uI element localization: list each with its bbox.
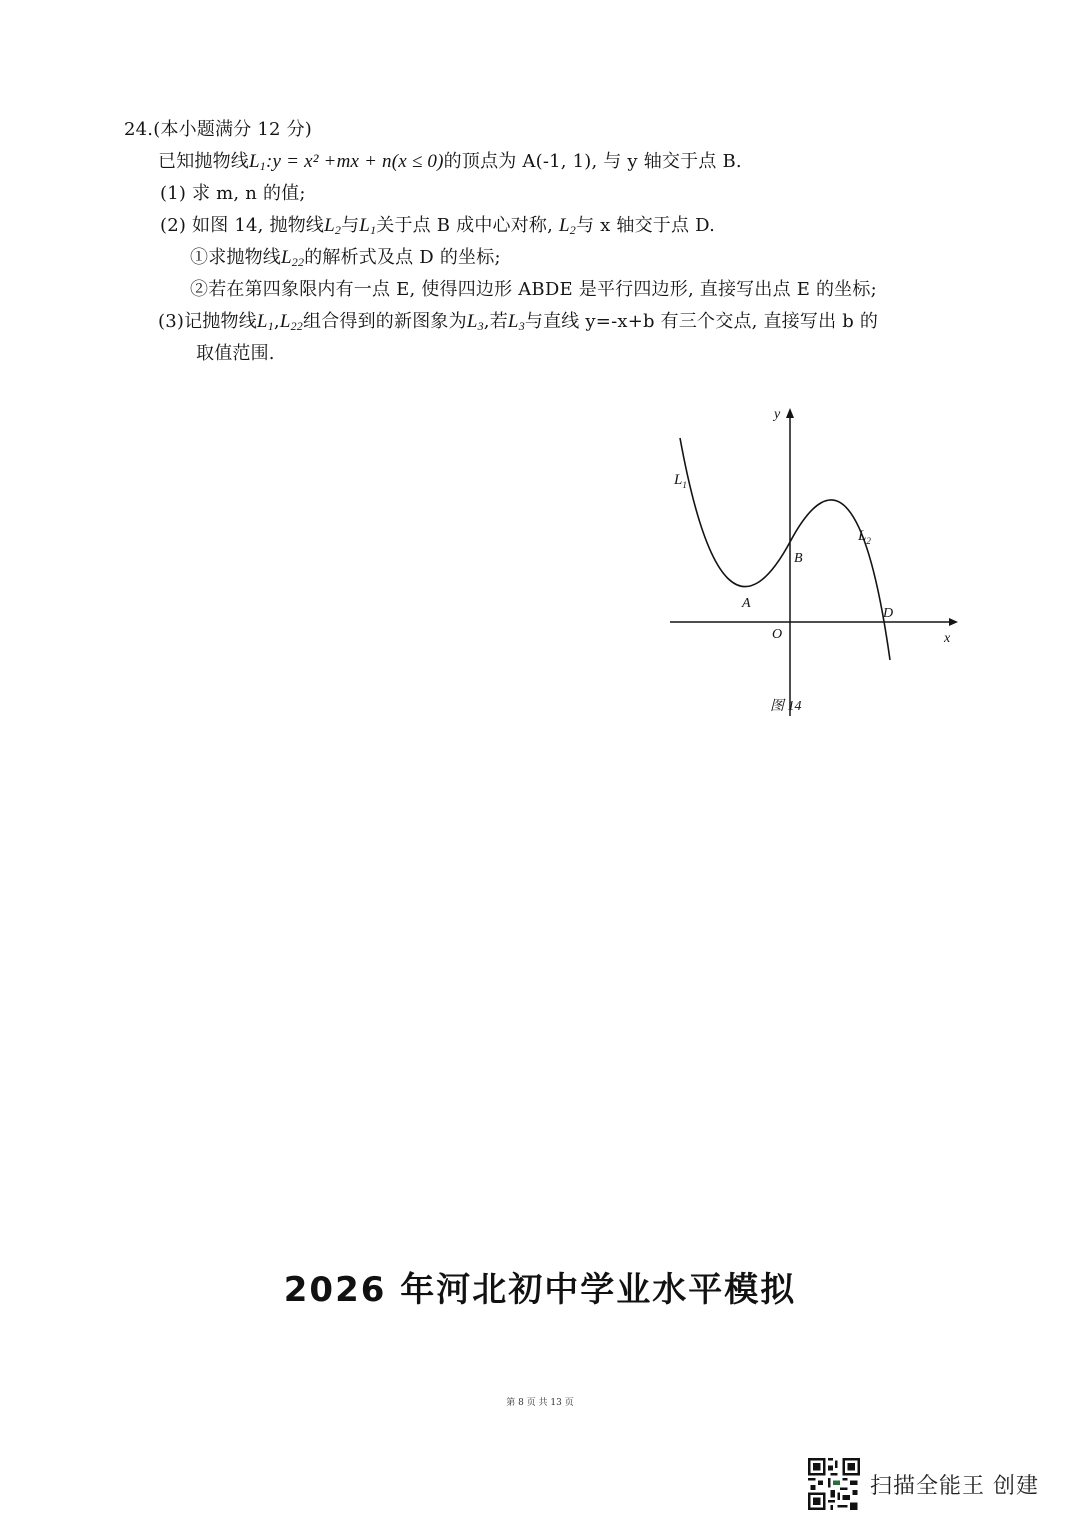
origin-label: O [772,627,783,642]
part-3-line-2: 取值范围. [196,343,275,364]
y-axis-label: y [774,407,781,422]
x-axis-arrow-icon [949,618,958,626]
curve-l2 [790,500,890,660]
part-1: (1) 求 m, n 的值; [160,183,306,204]
watermark-title: 2026 年河北初中学业水平模拟 [283,1270,797,1310]
curve-l1 [680,438,790,587]
stem-prefix: 已知抛物线 [158,151,249,172]
scanner-badge-text: 扫描全能王 创建 [870,1473,1039,1499]
question-heading: 24.(本小题满分 12 分) [124,119,313,140]
figure-14 [664,398,964,728]
y-axis-arrow-icon [786,408,794,418]
point-a-label: A [742,596,751,611]
question-stem [158,150,742,174]
part-2: (2) 如图 14, 抛物线$L_2$与$L_1$关于点 B 成中心对称, $L_2$与 x 轴交于点 D. [160,215,715,237]
scanner-badge [808,1458,1039,1510]
figure-caption: 图 14 [770,699,802,714]
qr-code-icon [808,1458,860,1510]
part-2-1: ①求抛物线$L_{22}$的解析式及点 D 的坐标; [190,247,501,269]
stem-curve-name: $L_1$ [249,151,266,173]
point-d-label: D [883,606,894,621]
part-2-2: ②若在第四象限内有一点 E, 使得四边形 ABDE 是平行四边形, 直接写出点 E 的坐标; [190,279,877,300]
stem-equation: :y = x² +mx + n(x ≤ 0) [265,151,444,172]
curve-l2-label: $L_2$ [858,528,871,546]
stem-suffix: 的顶点为 A(-1, 1), 与 y 轴交于点 B. [443,151,742,172]
x-axis-label: x [944,631,951,646]
point-b-label: B [794,551,803,566]
page-number: 第 8 页 共 13 页 [506,1398,574,1408]
part-3: (3)记抛物线$L_1,L_{22}$组合得到的新图象为$L_3$,若$L_3$与直线 y=-x+b 有三个交点, 直接写出 b 的 [158,311,879,333]
curve-l1-label: $L_1$ [674,472,687,490]
